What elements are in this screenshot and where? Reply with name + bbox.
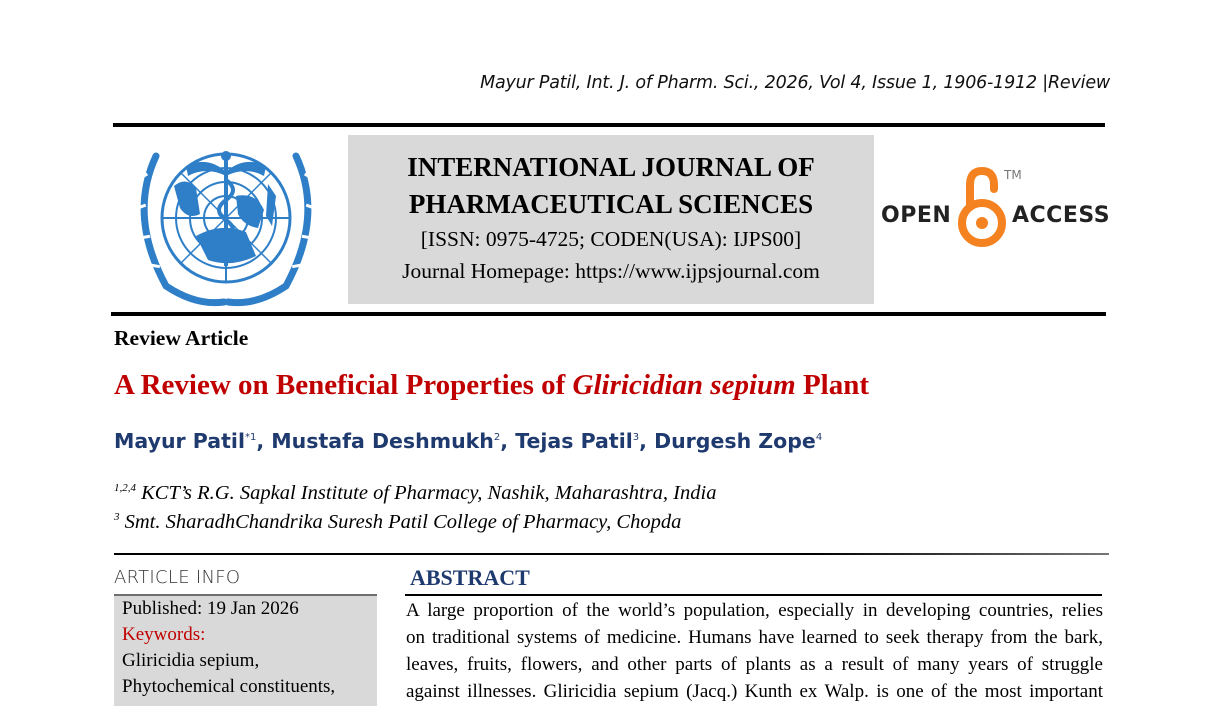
abstract-line: on traditional systems of medicine. Humans have learned to seek therapy from the bark, xyxy=(406,627,1103,648)
author-name[interactable]: Durgesh Zope xyxy=(654,429,816,453)
abstract-rule xyxy=(405,594,1102,596)
journal-logo-icon xyxy=(126,136,326,308)
article-info-box xyxy=(114,594,377,706)
published-date: Published: 19 Jan 2026 xyxy=(122,598,299,619)
header-bottom-rule xyxy=(111,312,1106,316)
abstract-line: leaves, fruits, flowers, and other parts of plants as a result of many years of struggle xyxy=(406,654,1103,675)
keywords-label: Keywords: xyxy=(122,624,206,645)
journal-homepage-link[interactable]: Journal Homepage: https://www.ijpsjournal.com xyxy=(402,259,820,283)
affiliation: $^{1,2,4}$ KCT’s R.G. Sapkal Institute of Pharmacy, Nashik, Maharashtra, India xyxy=(114,482,717,504)
abstract-line: A large proportion of the world’s population, especially in developing countries, relies xyxy=(406,600,1103,621)
open-access-open-label: OPEN xyxy=(881,203,952,228)
author-name[interactable]: Mustafa Deshmukh xyxy=(271,429,494,453)
article-info-heading: ARTICLE INFO xyxy=(114,567,241,588)
open-access-access-label: ACCESS xyxy=(1012,203,1111,228)
abstract-body xyxy=(406,597,1103,705)
journal-masthead xyxy=(348,135,874,304)
keyword: Phytochemical constituents, xyxy=(122,676,336,697)
affiliation: $^3$ Smt. SharadhChandrika Suresh Patil College of Pharmacy, Chopda xyxy=(114,511,682,533)
abstract-line: against illnesses. Gliricidia sepium (Jacq.) Kunth ex Walp. is one of the most important xyxy=(406,681,1103,702)
author-name[interactable]: Mayur Patil xyxy=(114,429,245,453)
running-head: Mayur Patil, Int. J. of Pharm. Sci., 2026, Vol 4, Issue 1, 1906-1912 |Review xyxy=(480,73,1110,93)
author-list: Mayur Patil$^{*1}$, Mustafa Deshmukh$^2$, Tejas Patil$^3$, Durgesh Zope$^4$ xyxy=(114,429,823,453)
abstract-heading: ABSTRACT xyxy=(410,565,530,590)
open-access-badge xyxy=(880,163,1110,253)
affiliation-divider xyxy=(114,553,1109,555)
open-lock-icon xyxy=(956,165,1008,251)
article-type: Review Article xyxy=(114,326,249,350)
article-title: A Review on Beneficial Properties of Gliricidian sepium Plant xyxy=(114,369,870,401)
keyword: Gliricidia sepium, xyxy=(122,650,260,671)
author-name[interactable]: Tejas Patil xyxy=(515,429,633,453)
journal-title: INTERNATIONAL JOURNAL OF PHARMACEUTICAL SCIENCES xyxy=(407,152,815,219)
trademark-label: TM xyxy=(1004,168,1022,182)
header-top-rule xyxy=(113,123,1105,127)
journal-issn: [ISSN: 0975-4725; CODEN(USA): IJPS00] xyxy=(420,227,802,251)
